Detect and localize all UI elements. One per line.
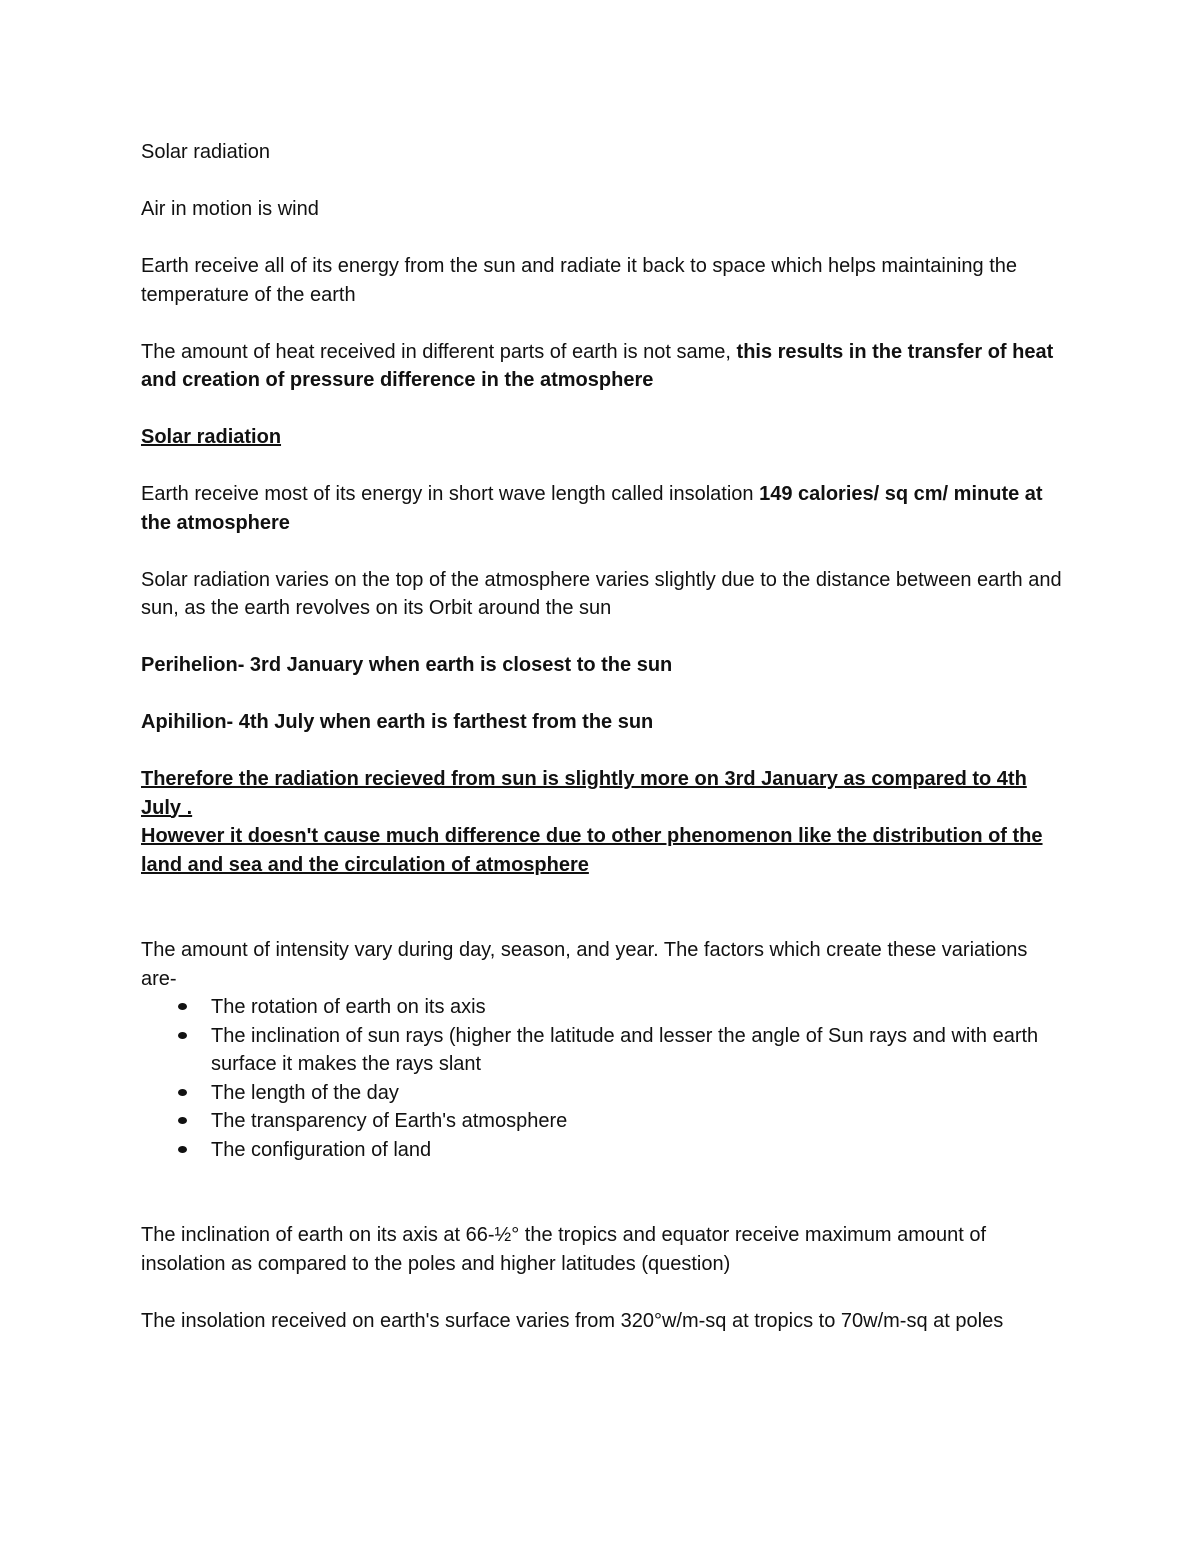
paragraph-variation: Solar radiation varies on the top of the atmosphere varies slightly due to the distance between earth and sun, as the earth revolves on its Orbit around the sun [141, 568, 1062, 619]
list-item-text: The inclination of sun rays (higher the latitude and lesser the angle of Sun rays and with earth surface it makes the rays slant [211, 1024, 1039, 1075]
paragraph-insolation-range: The insolation received on earth's surface varies from 320°w/m-sq at tropics to 70w/m-sq at poles [141, 1309, 1004, 1332]
therefore-text: Therefore the radiation recieved from sun is slightly more on 3rd January as compared to 4th July . [141, 768, 1027, 819]
factors-intro: The amount of intensity vary during day, season, and year. The factors which create these variations are- [141, 939, 1028, 990]
paragraph-heat [141, 338, 1066, 395]
list-item-text: The transparency of Earth's atmosphere [211, 1110, 568, 1132]
paragraph-inclination: The inclination of earth on its axis at 66-½° the tropics and equator receive maximum amount of insolation as compared to the poles and higher latitudes (question) [141, 1224, 987, 1275]
bullet-icon [178, 1003, 187, 1010]
therefore-line [141, 765, 1066, 822]
list-item [141, 993, 1066, 1022]
section-heading-text: Solar radiation [141, 426, 282, 448]
list-item [141, 1107, 1066, 1136]
perihelion-text: Perihelion- 3rd January when earth is closest to the sun [141, 654, 673, 676]
list-item [141, 1136, 1066, 1165]
paragraph-insolation-bold: 149 calories/ sq cm/ minute at the atmosphere [141, 483, 1043, 534]
list-item-text: The configuration of land [211, 1138, 432, 1161]
paragraph-energy: Earth receive all of its energy from the sun and radiate it back to space which helps maintaining the temperature of the earth [141, 255, 1018, 306]
paragraph-heat-text: The amount of heat received in different parts of earth is not same, [141, 340, 737, 363]
bullet-icon [178, 1089, 187, 1096]
paragraph-insolation [141, 480, 1066, 537]
bullet-icon [178, 1146, 187, 1153]
section-heading [141, 423, 1066, 452]
paragraph-heat-bold: this results in the transfer of heat and creation of pressure difference in the atmosphere [141, 340, 1054, 391]
document-title: Solar radiation [141, 141, 270, 163]
paragraph-insolation-text: Earth receive most of its energy in short wave length called insolation [141, 483, 760, 505]
list-item-text: The length of the day [211, 1081, 399, 1104]
document-page [141, 138, 1066, 1335]
factors-list [141, 993, 1066, 1164]
list-item-text: The rotation of earth on its axis [211, 996, 486, 1018]
aphelion-line [141, 708, 1066, 737]
bullet-icon [178, 1117, 187, 1124]
paragraph-wind: Air in motion is wind [141, 198, 319, 220]
bullet-icon [178, 1032, 187, 1039]
list-item [141, 1079, 1066, 1108]
list-item [141, 1022, 1066, 1079]
aphelion-text: Apihilion- 4th July when earth is farthest from the sun [141, 711, 654, 733]
however-text: However it doesn't cause much difference due to other phenomenon like the distribution of the land and sea and the circulation of atmosphere [141, 825, 1043, 876]
perihelion-line [141, 651, 1066, 680]
however-line [141, 822, 1066, 879]
